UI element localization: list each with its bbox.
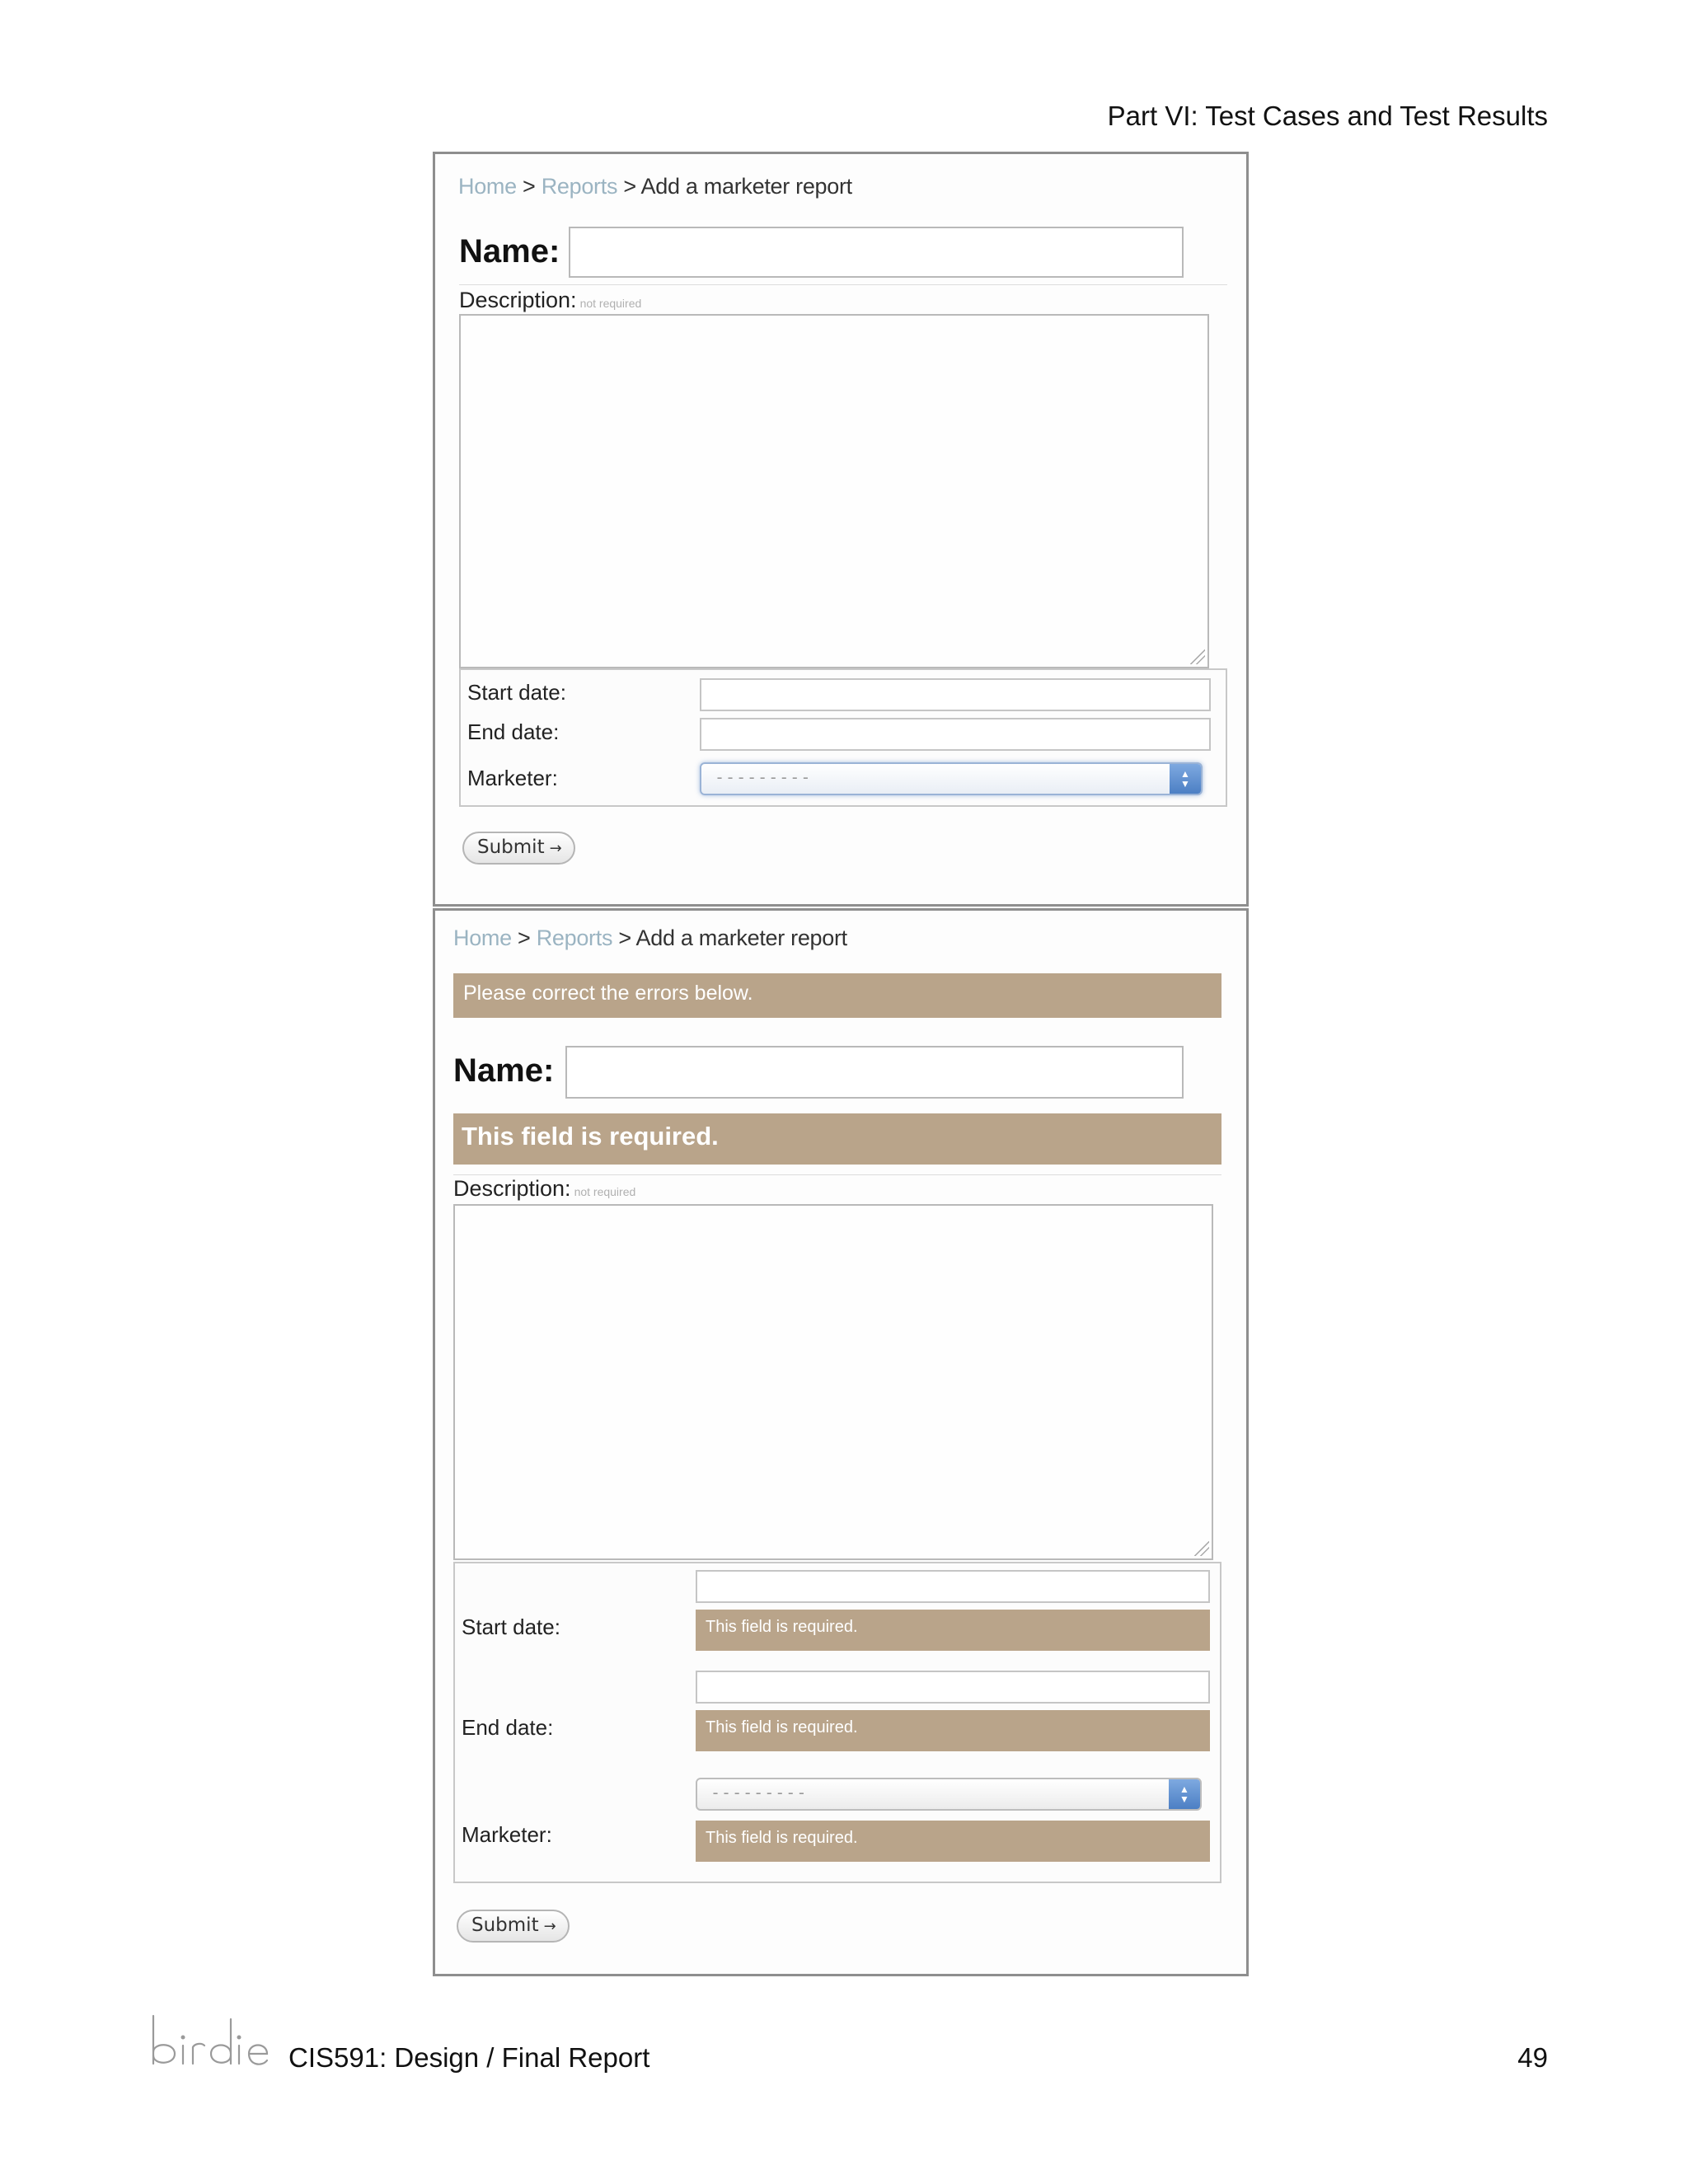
select-arrows-icon[interactable]: ▲ ▼ (1170, 764, 1201, 794)
end-date-label: End date: (467, 719, 560, 744)
breadcrumb (458, 174, 852, 199)
description-hint: not required (579, 297, 642, 310)
name-input[interactable] (569, 227, 1184, 278)
breadcrumb-reports-link[interactable]: Reports (536, 926, 613, 950)
description-textarea[interactable] (453, 1204, 1213, 1560)
page-number: 49 (1517, 2042, 1548, 2073)
breadcrumb-current: Add a marketer report (635, 926, 847, 950)
submit-button-label: Submit (471, 1915, 539, 1936)
resize-handle-icon[interactable] (1194, 1541, 1209, 1556)
divider (459, 284, 1227, 285)
end-date-error-message: This field is required. (696, 1710, 1210, 1751)
start-date-label: Start date: (467, 680, 566, 705)
marketer-error-message: This field is required. (696, 1821, 1210, 1862)
name-error-message: This field is required. (453, 1113, 1221, 1165)
description-label-text: Description: (459, 288, 577, 312)
form-error-banner: Please correct the errors below. (453, 973, 1221, 1018)
page-footer (147, 2011, 1548, 2077)
start-date-input[interactable] (696, 1570, 1210, 1603)
start-date-label: Start date: (462, 1615, 560, 1639)
breadcrumb-separator: > (511, 926, 537, 950)
submit-button[interactable] (462, 832, 575, 865)
marketer-label: Marketer: (467, 766, 558, 790)
divider (453, 1174, 1221, 1175)
date-marketer-fieldset (459, 668, 1227, 807)
end-date-label: End date: (462, 1715, 554, 1740)
description-textarea[interactable] (459, 314, 1209, 668)
description-label (459, 288, 641, 313)
breadcrumb (453, 926, 847, 951)
end-date-input[interactable] (700, 718, 1211, 751)
breadcrumb-home-link[interactable]: Home (458, 174, 517, 199)
arrow-right-icon: → (543, 1918, 556, 1935)
description-label (453, 1176, 635, 1202)
marketer-select-value: --------- (710, 1783, 808, 1802)
marketer-select-value: --------- (715, 767, 812, 787)
name-label: Name: (459, 233, 560, 269)
breadcrumb-current: Add a marketer report (640, 174, 852, 199)
name-input[interactable] (565, 1046, 1184, 1099)
start-date-error-message: This field is required. (696, 1610, 1210, 1651)
breadcrumb-home-link[interactable]: Home (453, 926, 512, 950)
breadcrumb-separator: > (516, 174, 542, 199)
marketer-select[interactable] (696, 1778, 1202, 1811)
breadcrumb-separator: > (612, 926, 636, 950)
date-marketer-fieldset (453, 1562, 1221, 1883)
footer-title: CIS591: Design / Final Report (288, 2042, 650, 2073)
submit-button-label: Submit (477, 837, 545, 858)
start-date-input[interactable] (700, 678, 1211, 711)
resize-handle-icon[interactable] (1190, 649, 1205, 664)
arrow-right-icon: → (549, 840, 562, 857)
description-hint: not required (574, 1185, 636, 1198)
select-arrows-icon[interactable]: ▲ ▼ (1169, 1779, 1200, 1809)
name-label: Name: (453, 1052, 555, 1089)
birdie-logo-icon (147, 2011, 270, 2077)
end-date-input[interactable] (696, 1671, 1210, 1704)
submit-button[interactable] (457, 1910, 570, 1943)
marketer-label: Marketer: (462, 1822, 552, 1847)
form-screenshot-errors (433, 908, 1249, 1976)
description-label-text: Description: (453, 1176, 571, 1201)
breadcrumb-separator: > (617, 174, 641, 199)
form-screenshot-empty (433, 152, 1249, 907)
marketer-select[interactable] (700, 762, 1203, 795)
breadcrumb-reports-link[interactable]: Reports (541, 174, 618, 199)
page-header: Part VI: Test Cases and Test Results (1107, 101, 1548, 131)
